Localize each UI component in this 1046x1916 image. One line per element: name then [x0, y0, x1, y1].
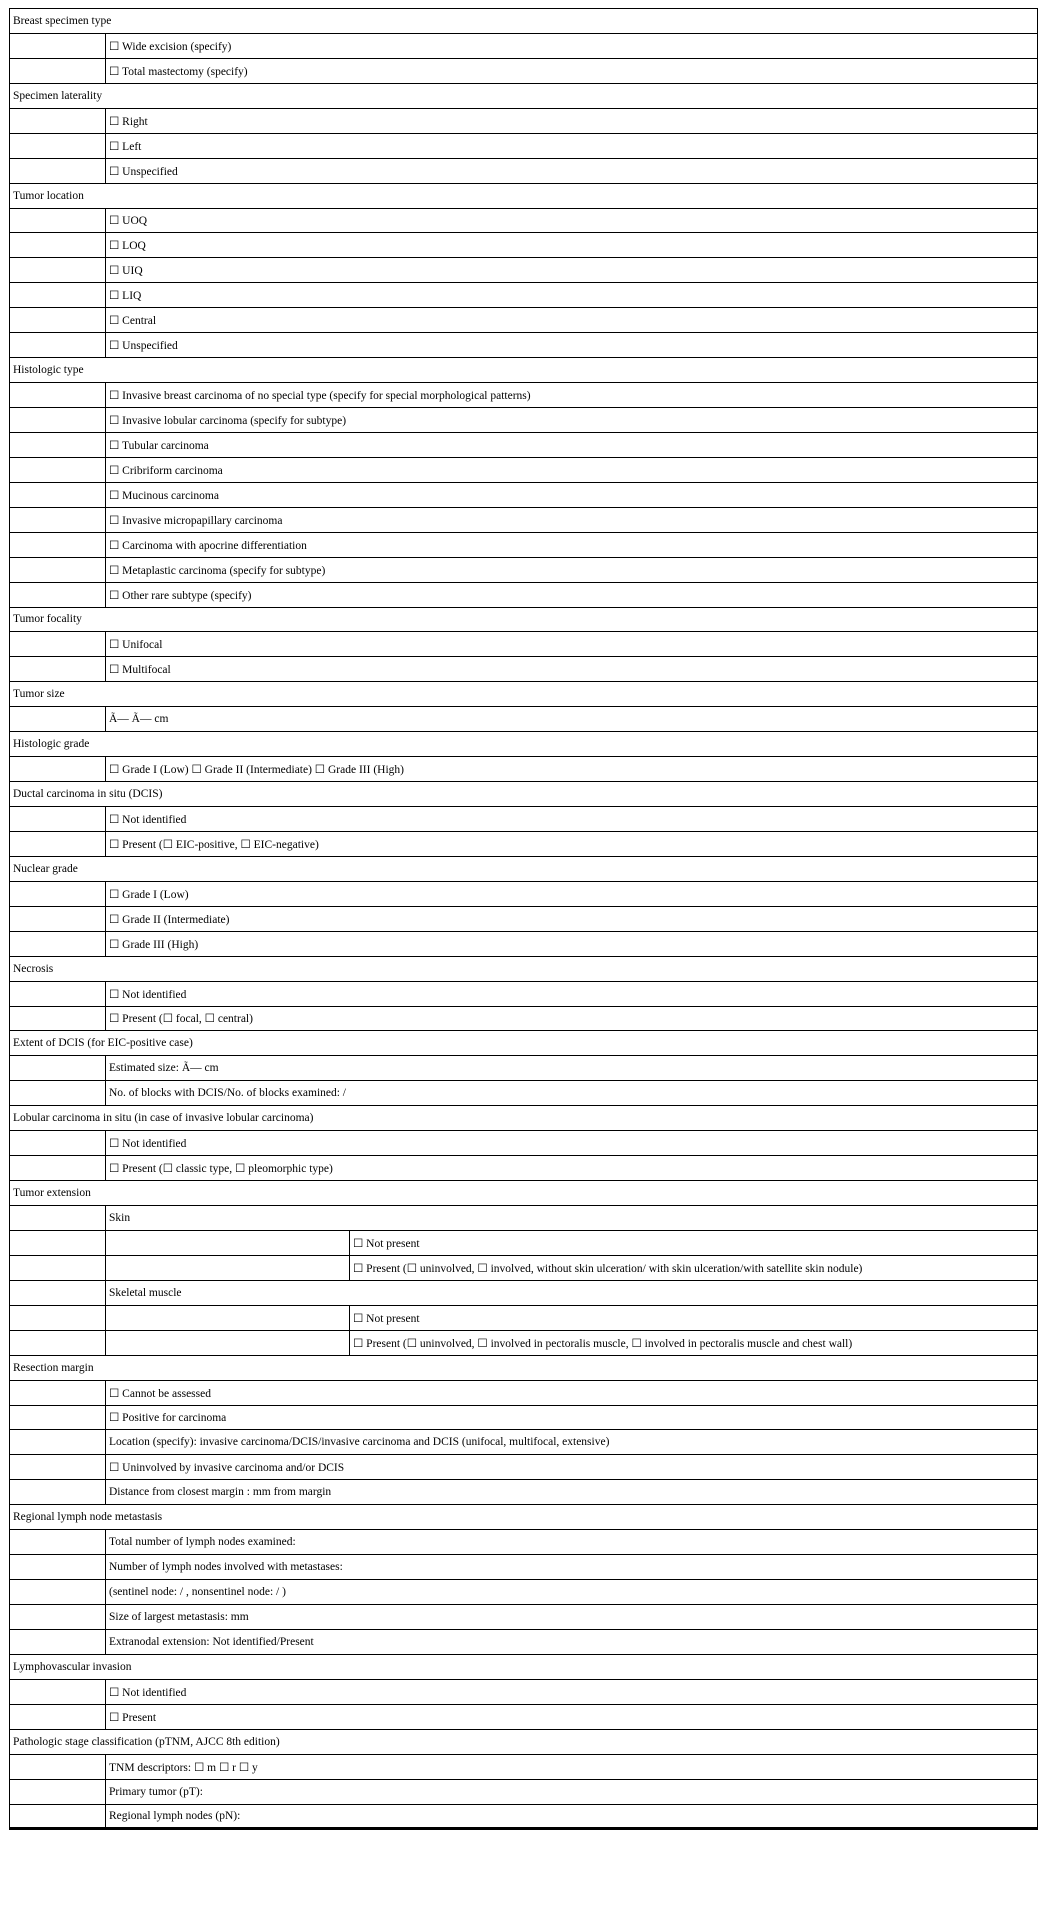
- item-label: ☐ Central: [106, 308, 1038, 333]
- item-label: ☐ UOQ: [106, 208, 1038, 233]
- checklist-row: [10, 1580, 1038, 1605]
- item-label: Location (specify): invasive carcinoma/DCIS/invasive carcinoma and DCIS (unifocal, multifocal, extensive): [106, 1430, 1038, 1455]
- indent-cell: [10, 807, 106, 832]
- checklist-row: [10, 807, 1038, 832]
- item-label: Number of lymph nodes involved with metastases:: [106, 1555, 1038, 1580]
- checklist-row: [10, 1455, 1038, 1480]
- indent-cell: [10, 1006, 106, 1031]
- indent-cell: [10, 333, 106, 358]
- section-header-row: [10, 607, 1038, 632]
- indent-cell: [10, 507, 106, 532]
- item-label: ☐ Unifocal: [106, 632, 1038, 657]
- indent-cell: [10, 58, 106, 83]
- checklist-row: [10, 283, 1038, 308]
- subindent-cell: [106, 1305, 350, 1330]
- indent-cell: [10, 1131, 106, 1156]
- item-label: Skin: [106, 1206, 1038, 1231]
- checklist-row: [10, 258, 1038, 283]
- checklist-row: [10, 582, 1038, 607]
- section-header-row: [10, 9, 1038, 34]
- section-header-row: [10, 83, 1038, 108]
- checklist-row: [10, 931, 1038, 956]
- checklist-row: [10, 657, 1038, 682]
- indent-cell: [10, 1455, 106, 1480]
- indent-cell: [10, 1804, 106, 1829]
- checklist-row: [10, 1081, 1038, 1106]
- indent-cell: [10, 757, 106, 782]
- item-label: Ã— Ã— cm: [106, 707, 1038, 732]
- indent-cell: [10, 1704, 106, 1729]
- item-label: ☐ Tubular carcinoma: [106, 432, 1038, 457]
- item-label: ☐ Present (☐ focal, ☐ central): [106, 1006, 1038, 1031]
- item-label: TNM descriptors: ☐ m ☐ r ☐ y: [106, 1754, 1038, 1779]
- item-label: ☐ Not identified: [106, 1131, 1038, 1156]
- checklist-row: [10, 1430, 1038, 1455]
- section-title: Tumor location: [10, 183, 1038, 208]
- indent-cell: [10, 1430, 106, 1455]
- section-header-row: [10, 1654, 1038, 1679]
- indent-cell: [10, 532, 106, 557]
- section-title: Histologic type: [10, 358, 1038, 383]
- indent-cell: [10, 432, 106, 457]
- item-label: ☐ Right: [106, 108, 1038, 133]
- checklist-row: [10, 457, 1038, 482]
- section-header-row: [10, 682, 1038, 707]
- checklist-row: [10, 1280, 1038, 1305]
- item-label: ☐ Not identified: [106, 807, 1038, 832]
- item-label: ☐ Unspecified: [106, 158, 1038, 183]
- checklist-row: [10, 33, 1038, 58]
- checklist-row: [10, 1804, 1038, 1829]
- indent-cell: [10, 1405, 106, 1430]
- section-header-row: [10, 358, 1038, 383]
- indent-cell: [10, 258, 106, 283]
- section-title: Tumor size: [10, 682, 1038, 707]
- indent-cell: [10, 1081, 106, 1106]
- indent-cell: [10, 108, 106, 133]
- item-label: Total number of lymph nodes examined:: [106, 1530, 1038, 1555]
- checklist-row: [10, 757, 1038, 782]
- section-title: Specimen laterality: [10, 83, 1038, 108]
- indent-cell: [10, 383, 106, 408]
- item-label: ☐ Multifocal: [106, 657, 1038, 682]
- item-label: ☐ LIQ: [106, 283, 1038, 308]
- checklist-row: [10, 1530, 1038, 1555]
- checklist-row: [10, 507, 1038, 532]
- indent-cell: [10, 981, 106, 1006]
- checklist-row: [10, 432, 1038, 457]
- indent-cell: [10, 1330, 106, 1355]
- indent-cell: [10, 1230, 106, 1255]
- checklist-row: [10, 1555, 1038, 1580]
- checklist-row: [10, 1156, 1038, 1181]
- item-label: ☐ Cannot be assessed: [106, 1380, 1038, 1405]
- indent-cell: [10, 1779, 106, 1804]
- indent-cell: [10, 1380, 106, 1405]
- indent-cell: [10, 1206, 106, 1231]
- checklist-row: [10, 906, 1038, 931]
- checklist-row: [10, 1754, 1038, 1779]
- indent-cell: [10, 1305, 106, 1330]
- section-title: Histologic grade: [10, 732, 1038, 757]
- checklist-body: [10, 9, 1038, 1829]
- item-label: ☐ Grade I (Low): [106, 881, 1038, 906]
- indent-cell: [10, 1629, 106, 1654]
- checklist-row: [10, 58, 1038, 83]
- indent-cell: [10, 1480, 106, 1505]
- section-header-row: [10, 1106, 1038, 1131]
- item-label: ☐ Grade II (Intermediate): [106, 906, 1038, 931]
- indent-cell: [10, 1555, 106, 1580]
- item-label: ☐ Cribriform carcinoma: [106, 457, 1038, 482]
- checklist-row: [10, 482, 1038, 507]
- indent-cell: [10, 482, 106, 507]
- item-label: Estimated size: Ã— cm: [106, 1056, 1038, 1081]
- item-label: ☐ Invasive micropapillary carcinoma: [106, 507, 1038, 532]
- indent-cell: [10, 557, 106, 582]
- item-label: ☐ Grade I (Low) ☐ Grade II (Intermediate) ☐ Grade III (High): [106, 757, 1038, 782]
- section-header-row: [10, 1355, 1038, 1380]
- checklist-row: [10, 208, 1038, 233]
- item-label: Extranodal extension: Not identified/Present: [106, 1629, 1038, 1654]
- indent-cell: [10, 931, 106, 956]
- checklist-row: [10, 1629, 1038, 1654]
- checklist-row: [10, 1704, 1038, 1729]
- item-label: ☐ Metaplastic carcinoma (specify for subtype): [106, 557, 1038, 582]
- checklist-row: [10, 1380, 1038, 1405]
- checklist-row: [10, 1056, 1038, 1081]
- section-title: Ductal carcinoma in situ (DCIS): [10, 782, 1038, 807]
- indent-cell: [10, 1530, 106, 1555]
- indent-cell: [10, 632, 106, 657]
- section-title: Lymphovascular invasion: [10, 1654, 1038, 1679]
- indent-cell: [10, 33, 106, 58]
- checklist-row: [10, 233, 1038, 258]
- indent-cell: [10, 133, 106, 158]
- indent-cell: [10, 707, 106, 732]
- checklist-row: [10, 532, 1038, 557]
- item-label: ☐ Uninvolved by invasive carcinoma and/or DCIS: [106, 1455, 1038, 1480]
- item-label: ☐ Carcinoma with apocrine differentiation: [106, 532, 1038, 557]
- indent-cell: [10, 408, 106, 433]
- indent-cell: [10, 1754, 106, 1779]
- indent-cell: [10, 906, 106, 931]
- item-label: ☐ Mucinous carcinoma: [106, 482, 1038, 507]
- section-title: Regional lymph node metastasis: [10, 1505, 1038, 1530]
- indent-cell: [10, 1156, 106, 1181]
- indent-cell: [10, 1605, 106, 1630]
- item-label: ☐ Other rare subtype (specify): [106, 582, 1038, 607]
- checklist-row: [10, 1230, 1038, 1255]
- checklist-row: [10, 557, 1038, 582]
- item-label: ☐ Unspecified: [106, 333, 1038, 358]
- checklist-row: [10, 707, 1038, 732]
- section-header-row: [10, 1031, 1038, 1056]
- section-title: Nuclear grade: [10, 856, 1038, 881]
- section-title: Necrosis: [10, 956, 1038, 981]
- section-header-row: [10, 1729, 1038, 1754]
- checklist-row: [10, 1206, 1038, 1231]
- item-label: ☐ Wide excision (specify): [106, 33, 1038, 58]
- indent-cell: [10, 1255, 106, 1280]
- section-title: Tumor extension: [10, 1181, 1038, 1206]
- section-header-row: [10, 1181, 1038, 1206]
- subindent-cell: [106, 1255, 350, 1280]
- checklist-row: [10, 1405, 1038, 1430]
- item-label: ☐ Left: [106, 133, 1038, 158]
- checklist-row: [10, 108, 1038, 133]
- checklist-row: [10, 383, 1038, 408]
- item-label: (sentinel node: / , nonsentinel node: / ): [106, 1580, 1038, 1605]
- checklist-row: [10, 408, 1038, 433]
- item-label: ☐ Positive for carcinoma: [106, 1405, 1038, 1430]
- section-header-row: [10, 782, 1038, 807]
- indent-cell: [10, 881, 106, 906]
- item-label: ☐ Invasive lobular carcinoma (specify for subtype): [106, 408, 1038, 433]
- item-label: ☐ UIQ: [106, 258, 1038, 283]
- indent-cell: [10, 457, 106, 482]
- section-title: Resection margin: [10, 1355, 1038, 1380]
- checklist-row: [10, 1255, 1038, 1280]
- item-label: Size of largest metastasis: mm: [106, 1605, 1038, 1630]
- subitem-label: ☐ Present (☐ uninvolved, ☐ involved in pectoralis muscle, ☐ involved in pectoralis muscle and chest wall): [350, 1330, 1038, 1355]
- subitem-label: ☐ Not present: [350, 1305, 1038, 1330]
- section-title: Lobular carcinoma in situ (in case of invasive lobular carcinoma): [10, 1106, 1038, 1131]
- section-header-row: [10, 1505, 1038, 1530]
- item-label: Skeletal muscle: [106, 1280, 1038, 1305]
- checklist-row: [10, 632, 1038, 657]
- indent-cell: [10, 1280, 106, 1305]
- checklist-row: [10, 1605, 1038, 1630]
- item-label: Primary tumor (pT):: [106, 1779, 1038, 1804]
- checklist-row: [10, 158, 1038, 183]
- subindent-cell: [106, 1230, 350, 1255]
- subitem-label: ☐ Present (☐ uninvolved, ☐ involved, without skin ulceration/ with skin ulceration/with satellite skin nodule): [350, 1255, 1038, 1280]
- checklist-row: [10, 308, 1038, 333]
- item-label: ☐ Total mastectomy (specify): [106, 58, 1038, 83]
- item-label: Distance from closest margin : mm from margin: [106, 1480, 1038, 1505]
- item-label: ☐ Present: [106, 1704, 1038, 1729]
- item-label: ☐ Not identified: [106, 981, 1038, 1006]
- section-title: Pathologic stage classification (pTNM, AJCC 8th edition): [10, 1729, 1038, 1754]
- indent-cell: [10, 308, 106, 333]
- section-header-row: [10, 956, 1038, 981]
- indent-cell: [10, 283, 106, 308]
- checklist-row: [10, 1131, 1038, 1156]
- checklist-row: [10, 981, 1038, 1006]
- item-label: ☐ Grade III (High): [106, 931, 1038, 956]
- checklist-row: [10, 333, 1038, 358]
- indent-cell: [10, 233, 106, 258]
- item-label: ☐ Invasive breast carcinoma of no special type (specify for special morphological patterns): [106, 383, 1038, 408]
- section-header-row: [10, 183, 1038, 208]
- section-title: Breast specimen type: [10, 9, 1038, 34]
- section-title: Tumor focality: [10, 607, 1038, 632]
- indent-cell: [10, 1679, 106, 1704]
- subindent-cell: [106, 1330, 350, 1355]
- checklist-row: [10, 1305, 1038, 1330]
- indent-cell: [10, 1580, 106, 1605]
- section-header-row: [10, 732, 1038, 757]
- checklist-row: [10, 1679, 1038, 1704]
- checklist-row: [10, 1330, 1038, 1355]
- checklist-row: [10, 881, 1038, 906]
- checklist-row: [10, 831, 1038, 856]
- item-label: ☐ LOQ: [106, 233, 1038, 258]
- section-title: Extent of DCIS (for EIC-positive case): [10, 1031, 1038, 1056]
- section-header-row: [10, 856, 1038, 881]
- indent-cell: [10, 158, 106, 183]
- checklist-row: [10, 133, 1038, 158]
- subitem-label: ☐ Not present: [350, 1230, 1038, 1255]
- checklist-row: [10, 1006, 1038, 1031]
- indent-cell: [10, 657, 106, 682]
- indent-cell: [10, 1056, 106, 1081]
- indent-cell: [10, 831, 106, 856]
- checklist-row: [10, 1779, 1038, 1804]
- item-label: No. of blocks with DCIS/No. of blocks examined: /: [106, 1081, 1038, 1106]
- item-label: Regional lymph nodes (pN):: [106, 1804, 1038, 1829]
- item-label: ☐ Not identified: [106, 1679, 1038, 1704]
- checklist-row: [10, 1480, 1038, 1505]
- pathology-checklist-table: [9, 8, 1038, 1830]
- indent-cell: [10, 582, 106, 607]
- indent-cell: [10, 208, 106, 233]
- item-label: ☐ Present (☐ classic type, ☐ pleomorphic type): [106, 1156, 1038, 1181]
- item-label: ☐ Present (☐ EIC-positive, ☐ EIC-negative): [106, 831, 1038, 856]
